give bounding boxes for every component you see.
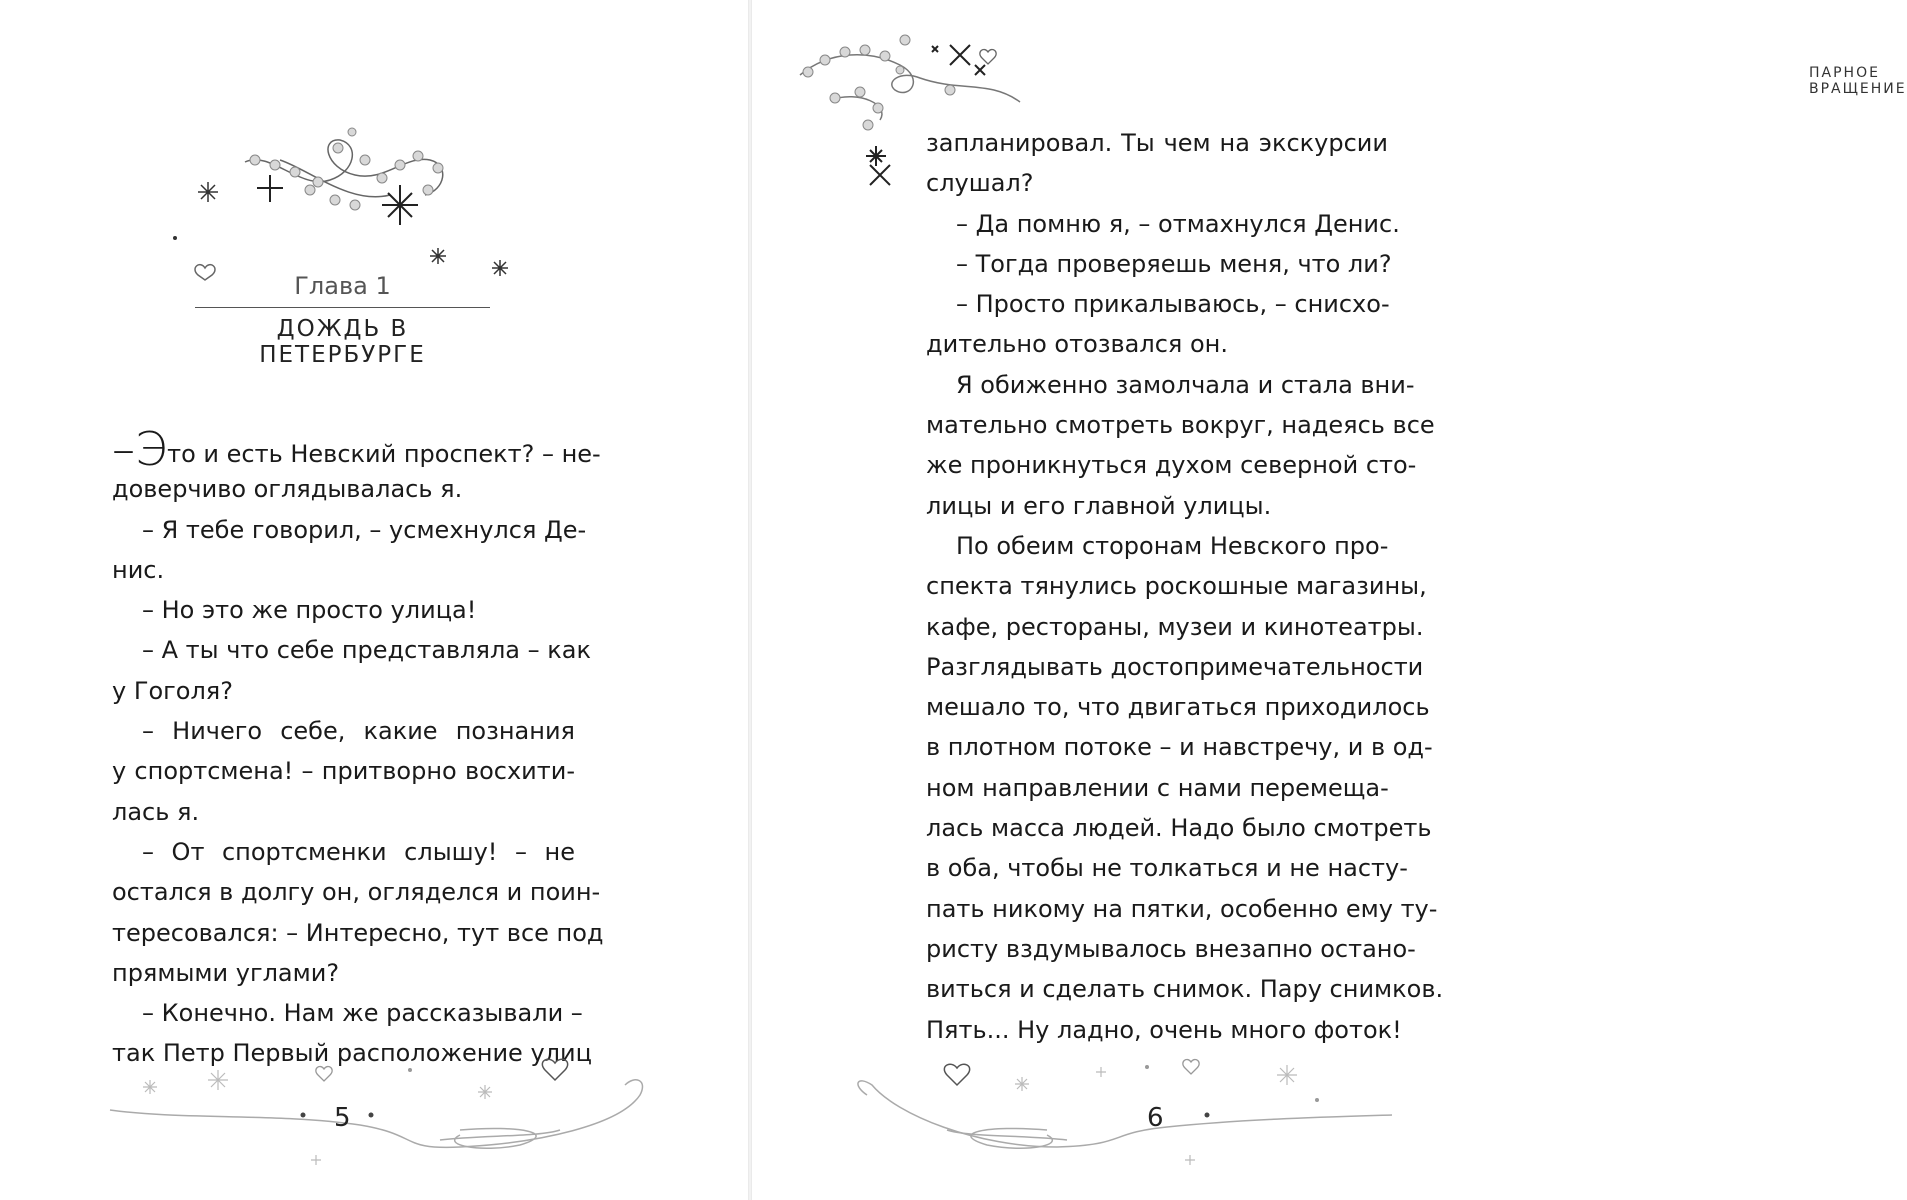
text-line: нис.: [112, 555, 165, 584]
text-line: у Гоголя?: [112, 676, 233, 705]
text-line: ном направлении с нами перемеща-: [926, 773, 1389, 802]
page-number: 6: [1147, 1103, 1164, 1133]
right-page-text: [926, 123, 1444, 1050]
chapter-title: ДОЖДЬ В ПЕТЕРБУРГЕ: [259, 316, 426, 368]
text-line: –Это и есть Невский проспект? – не-: [112, 422, 601, 476]
text-line: Разглядывать достопримечательности: [926, 652, 1424, 681]
text-line: запланировал. Ты чем на экскурсии: [926, 129, 1388, 157]
text-line: лась масса людей. Надо было смотреть: [926, 814, 1432, 843]
text-line: лась я.: [112, 797, 200, 826]
text-line: спекта тянулись роскошные магазины,: [926, 572, 1427, 601]
text-line: же проникнуться духом северной сто-: [926, 451, 1417, 480]
text-line: – А ты что себе представляла – как: [142, 636, 591, 665]
chapter-divider: [195, 307, 490, 308]
text-line: остался в долгу он, огляделся и поин-: [112, 878, 601, 907]
text-line: доверчиво оглядывалась я.: [112, 475, 463, 504]
text-line: – Да помню я, – отмахнулся Денис.: [956, 209, 1400, 238]
text-line: – Просто прикалываюсь, – снисхо-: [956, 290, 1390, 319]
text-line: – Ничего себе, какие познания: [142, 717, 575, 746]
text-line: мательно смотреть вокруг, надеясь все: [926, 411, 1435, 440]
text-line: мешало то, что двигаться приходилось: [926, 693, 1430, 722]
text-line: – От спортсменки слышу! – не: [142, 837, 575, 866]
text-line: лицы и его главной улицы.: [926, 491, 1272, 520]
text-line: слушал?: [926, 169, 1034, 198]
running-head: ПАРНОЕ ВРАЩЕНИЕ: [1809, 65, 1907, 97]
text-line: – Но это же просто улица!: [142, 596, 477, 625]
left-page: [0, 0, 748, 1200]
garland-ornament-icon: [160, 120, 540, 280]
text-line: так Петр Первый расположение улиц: [112, 1039, 592, 1068]
chapter-number: Глава 1: [294, 272, 391, 300]
text-line: Я обиженно замолчала и стала вни-: [956, 370, 1415, 399]
text-line: Пять... Ну ладно, очень много фоток!: [926, 1015, 1402, 1044]
text-line: в плотном потоке – и навстречу, и в од-: [926, 733, 1433, 762]
footer-swirl-ornament-icon: [847, 1055, 1407, 1165]
page-number: 5: [334, 1103, 351, 1133]
text-line: в оба, чтобы не толкаться и не насту-: [926, 854, 1408, 883]
text-line: тересовался: – Интересно, тут все под: [112, 918, 604, 947]
text-line: кафе, рестораны, музеи и кинотеатры.: [926, 612, 1424, 641]
text-line: – Конечно. Нам же рассказывали –: [142, 999, 583, 1028]
text-line: – Тогда проверяешь меня, что ли?: [956, 249, 1392, 278]
left-page-text: [112, 422, 604, 1074]
drop-cap: –Э: [112, 422, 168, 476]
text-line: – Я тебе говорил, – усмехнулся Де-: [142, 515, 587, 544]
text-line: пать никому на пятки, особенно ему ту-: [926, 894, 1438, 923]
text-line: ристу вздумывалось внезапно остано-: [926, 934, 1416, 963]
footer-swirl-ornament-icon: [100, 1055, 660, 1165]
right-page: [752, 0, 1907, 1200]
text-line: прямыми углами?: [112, 958, 340, 987]
text-line: у спортсмена! – притворно восхити-: [112, 757, 575, 786]
text-line: виться и сделать снимок. Пару снимков.: [926, 975, 1444, 1004]
text-line: дительно отозвался он.: [926, 330, 1228, 359]
text-line: По обеим сторонам Невского про-: [956, 531, 1389, 560]
